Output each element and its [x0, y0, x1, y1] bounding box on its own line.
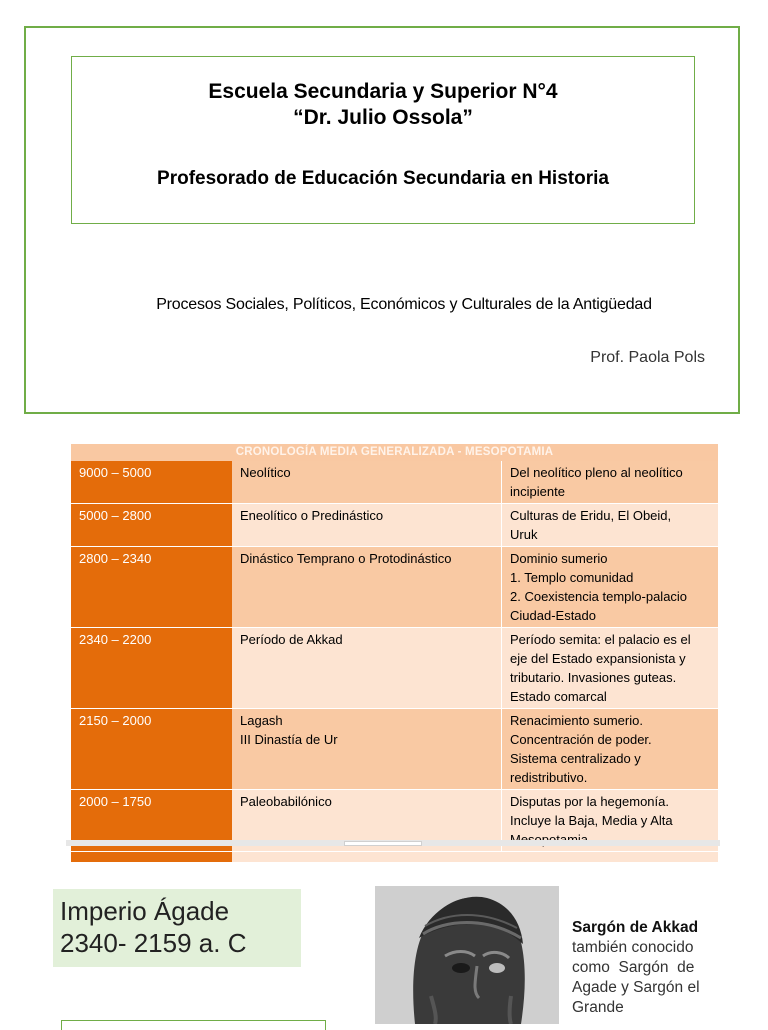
date-cell: 5000 – 2800	[71, 504, 232, 547]
school-patron: “Dr. Julio Ossola”	[293, 106, 473, 129]
period-cell: Período de Akkad	[232, 628, 502, 709]
caption-line: como Sargón de	[572, 959, 695, 976]
period-cell: Dinástico Temprano o Protodinástico	[232, 547, 502, 628]
description-cell: Del neolítico pleno al neolítico incipiente	[502, 461, 718, 504]
date-cell: 2150 – 2000	[71, 709, 232, 790]
subject-title: Procesos Sociales, Políticos, Económicos y Culturales de la Antigüedad	[156, 296, 652, 313]
period-cell: Eneolítico o Predinástico	[232, 504, 502, 547]
sargon-caption	[572, 918, 722, 1018]
period-cell: Paleobabilónico	[232, 790, 502, 852]
period-cell: Neolítico	[232, 461, 502, 504]
date-cell: 2000 – 1750	[71, 790, 232, 852]
chronology-header: CRONOLOGÍA MEDIA GENERALIZADA - MESOPOTAMIA	[71, 444, 718, 461]
caption-line: Agade y Sargón el	[572, 979, 700, 996]
table-row	[71, 504, 718, 547]
description-cell: Dominio sumerio 1. Templo comunidad 2. Coexistencia templo-palacio Ciudad-Estado	[502, 547, 718, 628]
title-inner-frame	[71, 56, 695, 224]
caption-line: Grande	[572, 999, 624, 1016]
date-cell: 9000 – 5000	[71, 461, 232, 504]
table-row	[71, 709, 718, 790]
description-cell: Disputas por la hegemonía. Incluye la Baja, Media y Alta	[502, 790, 718, 852]
sargon-bust-illustration	[375, 886, 559, 1024]
green-frame-partial	[61, 1020, 326, 1030]
empire-dates: 2340- 2159 a. C	[60, 928, 247, 958]
table-row	[71, 547, 718, 628]
sargon-bust-photo	[375, 886, 559, 1024]
period-cell: Lagash III Dinastía de Ur	[232, 709, 502, 790]
school-name: Escuela Secundaria y Superior N°4	[208, 80, 558, 103]
table-scrollbar-thumb	[344, 841, 422, 846]
table-filler-row	[71, 852, 718, 862]
program-title: Profesorado de Educación Secundaria en Historia	[157, 168, 609, 189]
description-cell: Renacimiento sumerio. Concentración de poder. Sistema centralizado y redistributivo.	[502, 709, 718, 790]
caption-line: también conocido	[572, 939, 694, 956]
professor-name: Prof. Paola Pols	[590, 349, 705, 366]
caption-name: Sargón de Akkad	[572, 919, 699, 936]
date-cell: 2340 – 2200	[71, 628, 232, 709]
date-cell: 2800 – 2340	[71, 547, 232, 628]
empire-title-box	[53, 889, 301, 967]
table-row	[71, 628, 718, 709]
description-cell: Período semita: el palacio es el eje del Estado expansionista y tributario. Invasiones guteas. Estado comarcal	[502, 628, 718, 709]
empire-name: Imperio Ágade	[60, 896, 230, 926]
chronology-table	[71, 444, 718, 862]
description-cell: Culturas de Eridu, El Obeid, Uruk	[502, 504, 718, 547]
table-row	[71, 461, 718, 504]
